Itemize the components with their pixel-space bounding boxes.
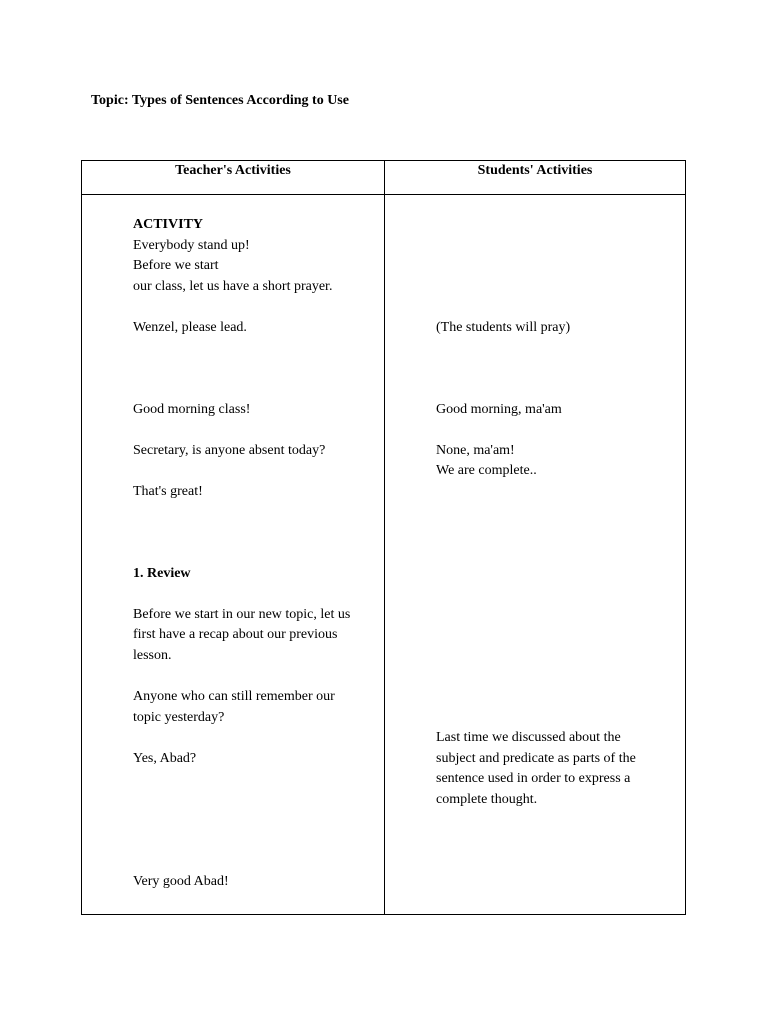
teacher-line: Anyone who can still remember our: [133, 689, 335, 704]
teacher-line: Before we start in our new topic, let us: [133, 607, 351, 622]
teacher-line: our class, let us have a short prayer.: [133, 279, 333, 294]
teacher-line: lesson.: [133, 648, 172, 663]
teacher-line: Very good Abad!: [133, 874, 229, 889]
student-line: subject and predicate as parts of the: [436, 751, 636, 766]
student-line: We are complete..: [436, 463, 537, 478]
student-line: sentence used in order to express a: [436, 771, 631, 786]
student-line: Good morning, ma'am: [436, 402, 562, 417]
teacher-line: Good morning class!: [133, 402, 251, 417]
teacher-line: Secretary, is anyone absent today?: [133, 443, 326, 458]
student-line: Last time we discussed about the: [436, 730, 621, 745]
teacher-line: first have a recap about our previous: [133, 627, 338, 642]
teacher-line: topic yesterday?: [133, 710, 225, 725]
teacher-line: Before we start: [133, 258, 219, 273]
teacher-line: Wenzel, please lead.: [133, 320, 247, 335]
column-divider: [384, 161, 385, 914]
teacher-line: Yes, Abad?: [133, 751, 197, 766]
teacher-line: Everybody stand up!: [133, 238, 250, 253]
teacher-activities-header: Teacher's Activities: [175, 163, 291, 178]
header-divider: [82, 194, 685, 195]
document-topic: Topic: Types of Sentences According to Use: [91, 93, 349, 108]
student-line: complete thought.: [436, 792, 538, 807]
activity-heading: ACTIVITY: [133, 217, 204, 232]
student-line: (The students will pray): [436, 320, 571, 335]
student-line: None, ma'am!: [436, 443, 515, 458]
review-heading: 1. Review: [133, 566, 191, 581]
activities-table: [81, 160, 686, 915]
students-activities-header: Students' Activities: [477, 163, 593, 178]
teacher-line: That's great!: [133, 484, 203, 499]
